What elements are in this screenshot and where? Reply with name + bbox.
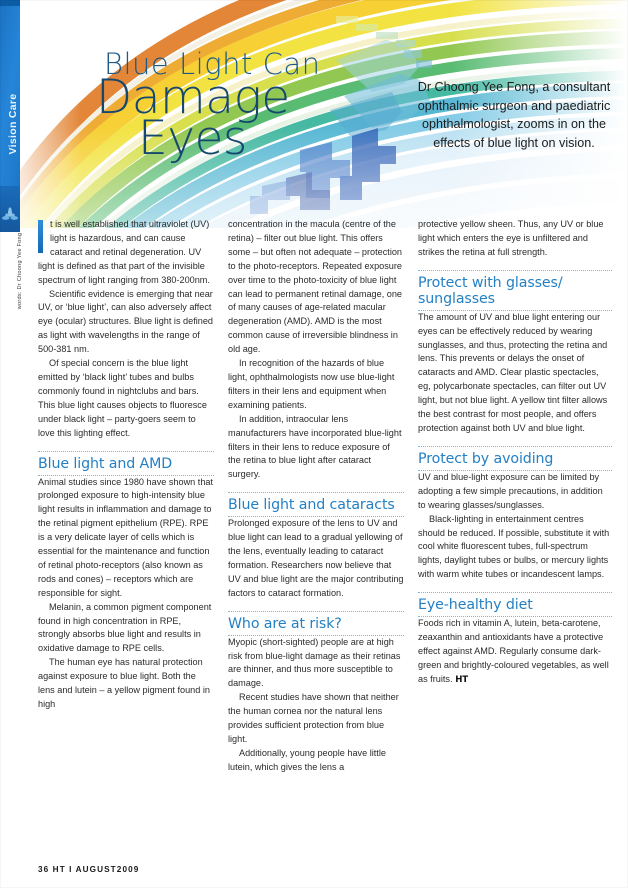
body-paragraph: Animal studies since 1980 have shown that prolonged exposure to high-intensity blue light results in inflammation and damage to the retinal pigment epithelium (RPE). RPE is a very delicate layer of cells which is essential for the maintenance and function of retinal photo-receptors (also known as rods and cones) – receptors which are responsible for sight.: [38, 476, 214, 598]
section-text-block: [418, 617, 612, 688]
article-body: [0, 218, 628, 858]
page-title: [96, 47, 321, 167]
body-paragraph: The human eye has natural protection against exposure to blue light. Both the lens and lutein – a yellow pigment found in high: [38, 657, 210, 709]
section-heading: Protect by avoiding: [418, 446, 612, 471]
section-heading: Protect with glasses/ sunglasses: [418, 270, 612, 311]
drop-cap: [38, 220, 43, 253]
body-paragraph: t is well established that ultraviolet (UV) light is hazardous, and can cause cataract and retinal degeneration. UV light is defined as that part of the invisible spectrum of light ranging from 380-200nm.: [38, 219, 210, 285]
section-heading: Blue light and cataracts: [228, 492, 404, 517]
body-paragraph: Additionally, young people have little lutein, which gives the lens a: [228, 747, 386, 772]
body-paragraph: In addition, intraocular lens manufacturers have incorporated blue-light filters in their lens to reduce exposure of the retina to blue light after cataract surgery.: [228, 413, 402, 480]
continued-text-block: [228, 218, 404, 482]
section-text-block: [418, 471, 612, 582]
body-paragraph: Prolonged exposure of the lens to UV and blue light can lead to a gradual yellowing of the lens, eventually leading to cataract formation. Researchers now believe that UV and blue light are the major contributing factors to cataract formation.: [228, 518, 404, 598]
section-text-block: [228, 517, 404, 600]
column-3: [418, 218, 626, 858]
title-line-3: Eyes: [138, 111, 247, 167]
body-paragraph: Black-lighting in entertainment centres should be reduced. If possible, substitute it with cool white fluorescent tubes, full-spectrum lights, daylight tubes or bulbs, or mercury lights with warm white tubes or incandescent lamps.: [418, 513, 610, 580]
section-heading: Who are at risk?: [228, 611, 404, 636]
body-paragraph: UV and blue-light exposure can be limited by adopting a few simple precautions, in addition to wearing glasses/sunglasses.: [418, 471, 603, 510]
section-tab: [0, 0, 20, 232]
section-tab-label: Vision Care: [7, 93, 19, 155]
section-text-block: [228, 636, 404, 775]
tab-cap: [0, 0, 20, 6]
body-paragraph: protective yellow sheen. Thus, any UV or blue light which enters the eye is unfiltered and strikes the retina at full strength.: [418, 219, 604, 257]
section-text-block: [418, 311, 612, 436]
column-2: [228, 218, 418, 858]
body-paragraph: The amount of UV and blue light entering our eyes can be effectively reduced by wearing sunglasses, and thus, protecting the retina and lens. This prevents or delays the onset of cataracts and AMD. Clear plastic spectacles, eg, polycarbonate spectacles, can filter out UV light, but not blue light. A yellow tint filter allows the best contrast for most people, and offers protection against both UV and blue light.: [418, 311, 608, 433]
page-footer: 36 HT I AUGUST2009: [38, 865, 140, 874]
body-paragraph: Scientific evidence is emerging that near UV, or ‘blue light’, can also adversely affect eye (ocular) structures. Blue light is defined as light with wavelengths in the range of 500-381 nm.: [38, 288, 213, 355]
title-line-1: Blue Light Can: [104, 47, 321, 81]
title-line-2: Damage: [96, 70, 290, 125]
continued-text-block: [418, 218, 612, 260]
body-paragraph: Foods rich in vitamin A, lutein, beta-carotene, zeaxanthin and antioxidants have a protective effect against AMD. Regularly consume dark-green and brightly-coloured vegetables, as well as fruits. HT: [418, 618, 609, 685]
section-heading: Eye-healthy diet: [418, 592, 612, 617]
column-1: [38, 218, 228, 858]
body-paragraph: Of special concern is the blue light emitted by ‘black light’ tubes and bulbs commonly found in nightclubs and bars. This blue light causes objects to fluoresce under black light – party-goers seem to love this lighting effect.: [38, 358, 207, 438]
lead-paragraph-block: [38, 218, 214, 441]
body-paragraph: In recognition of the hazards of blue light, ophthalmologists now use blue-light filters in their lens and equipment when examining patients.: [228, 358, 395, 410]
standfirst: Dr Choong Yee Fong, a consultant ophthalmic surgeon and paediatric ophthalmologist, zooms in on the effects of blue light on vision.: [417, 80, 611, 150]
vertical-byline: words: Dr Choong Yee Fong: [17, 232, 23, 310]
section-text-block: [38, 476, 214, 712]
end-mark: HT: [452, 674, 468, 685]
body-paragraph: Recent studies have shown that neither the human cornea nor the natural lens provides sufficient protection from blue light.: [228, 692, 399, 744]
body-paragraph: Myopic (short-sighted) people are at high risk from blue-light damage as their retinas are thinner, and thus more susceptible to damage.: [228, 636, 401, 689]
body-paragraph: Melanin, a common pigment component found in high concentration in RPE, strongly absorbs blue light and results in oxidative damage to RPE cells.: [38, 601, 212, 654]
section-heading: Blue light and AMD: [38, 451, 214, 476]
body-paragraph: concentration in the macula (centre of the retina) – filter out blue light. This offers some – but often not adequate – protection to the photo-receptors. Repeated exposure over time to the photo-toxicity of blue light can lead to permanent retinal damage, one of many causes of age-related macular degeneration (AMD). AMD is the most common cause of irreversible blindness in old age.: [228, 219, 403, 355]
